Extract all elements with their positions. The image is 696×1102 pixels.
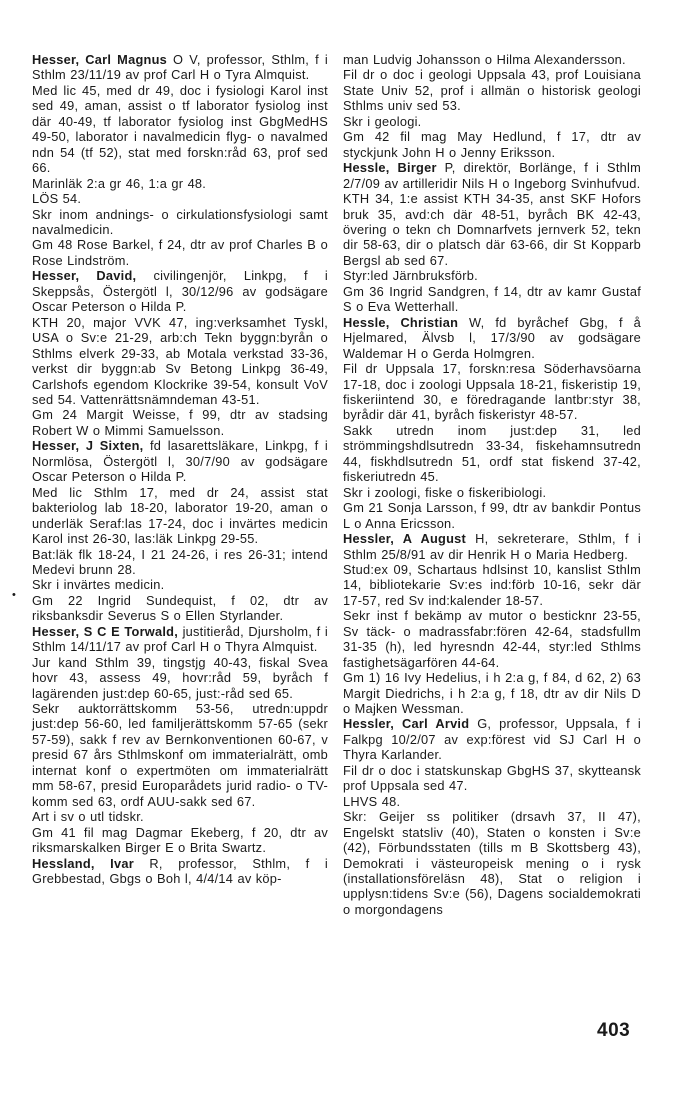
entry-text: LÖS 54. (32, 191, 82, 207)
entry-text: Bat:läk flk 18-24, I 21 24-26, i res 26-31; intend Medevi brunn 28. (32, 546, 328, 577)
entry-text: Fil dr Uppsala 17, forskn:resa Söderhavsöarna 17-18, doc i zoologi Uppsala 18-21, fiskeristip 19, fiskeriintend 30, e föredragande lantbr:styr 38, byrådir där 41, byråch fiskeristyr 48-57. (343, 361, 641, 423)
entry-heading-paragraph (343, 315, 641, 361)
margin-mark: • (12, 589, 16, 601)
entry-text: Gm 22 Ingrid Sundequist, f 02, dtr av riksbanksdir Severus S o Ellen Styrlander. (32, 592, 328, 624)
entry-paragraph (343, 52, 641, 67)
entry-text: Art i sv o utl tidskr. (32, 809, 144, 825)
entry-text: Skr: Geijer ss politiker (drsavh 37, II 47), Engelskt statsliv (40), Staten o konsten i Sv:e (42), Förbundsstaten (tills m B Skottsberg 43), Demokrati i västeuropeisk mening o i rysk (installationsföreläsn 48), Stat o religion i upplysn:tidens Sv:e (56), Dagens socialdemokrati o morgondagens (343, 809, 641, 917)
entry-paragraph (32, 407, 328, 438)
entry-heading-paragraph (32, 268, 328, 314)
page-number: 403 (597, 1020, 631, 1041)
entry-paragraph (32, 315, 328, 408)
entry-paragraph (343, 114, 641, 129)
entry-paragraph (32, 207, 328, 238)
entry-paragraph (343, 608, 641, 670)
entry-text: Skr i geologi. (343, 113, 422, 129)
entry-text: KTH 34, 1:e assist KTH 34-35, anst SKF Hofors bruk 35, avd:ch där 48-51, byråch BK 42-43, övering o tekn ch Domnarfvets jernverk 52, tekn dir 58-63, dir o platsch där 63-66, dir St Kopparb Bergsl ab sed 67. (343, 191, 641, 268)
entry-text: Fil dr o doc i geologi Uppsala 43, prof Louisiana State Univ 52, prof i allmän o historisk geologi Sthlms univ sed 53. (343, 67, 641, 114)
entry-paragraph (32, 577, 328, 592)
entry-heading-paragraph (32, 624, 328, 655)
entry-paragraph (343, 485, 641, 500)
entry-text: G, professor, Uppsala, f i Falkpg 10/2/07 av exp:förest vid SJ Carl H o Thyra Karlander. (343, 716, 641, 763)
entry-paragraph (343, 361, 641, 423)
entry-name: Hesser, Carl Magnus (32, 52, 168, 67)
entry-name: Hesser, S C E Torwald, (32, 623, 179, 639)
entry-heading-paragraph (343, 716, 641, 762)
entry-text: Skr i zoologi, fiske o fiskeribiologi. (343, 484, 547, 500)
entry-paragraph (343, 268, 641, 283)
entry-paragraph (32, 485, 328, 547)
entry-text: Fil dr o doc i statskunskap GbgHS 37, skytteansk prof Uppsala sed 47. (343, 762, 641, 794)
entry-name: Hessle, Christian (343, 314, 459, 330)
entry-name: Hessland, Ivar (32, 855, 134, 871)
entry-paragraph (32, 825, 328, 856)
entry-name: Hessle, Birger (343, 160, 437, 176)
right-column (343, 52, 641, 917)
entry-paragraph (343, 562, 641, 608)
entry-text: R, professor, Sthlm, f i Grebbestad, Gbgs o Boh l, 4/4/14 av köp- (32, 855, 328, 887)
entry-text: civilingenjör, Linkpg, f i Skeppsås, Östergötl l, 30/12/96 av godsägare Oscar Peterson o Hilda P. (32, 268, 329, 315)
entry-paragraph (32, 237, 328, 268)
entry-paragraph (32, 655, 328, 701)
entry-paragraph (343, 809, 641, 917)
entry-text: LHVS 48. (343, 793, 401, 809)
entry-paragraph (343, 129, 641, 160)
entry-text: Gm 42 fil mag May Hedlund, f 17, dtr av styckjunk John H o Jenny Eriksson. (343, 129, 641, 160)
entry-text: fd lasarettsläkare, Linkpg, f i Normlösa, Östergötl l, 30/7/90 av godsägare Oscar Peterson o Hilda P. (32, 438, 328, 485)
entry-text: Gm 24 Margit Weisse, f 99, dtr av stadsing Robert W o Mimmi Samuelsson. (32, 407, 328, 438)
entry-heading-paragraph (343, 160, 641, 191)
entry-heading-paragraph (343, 531, 641, 562)
entry-heading-paragraph (32, 438, 328, 484)
entry-text: Med lic 45, med dr 49, doc i fysiologi Karol inst sed 49, aman, assist o tf laborator fysiolog inst där 40-49, tf laborator fysiolog inst GbgMedHS 49-50, laborator i navalmedicin flyg- o navalmed ndn 54 (tf 52), stat med forskn:råd 63, prof sed 66. (32, 82, 328, 176)
entry-paragraph (32, 176, 328, 191)
entry-text: Med lic Sthlm 17, med dr 24, assist stat bakteriolog lab 18-20, laborator 19-20, aman o underläk Seraf:las 17-24, doc i invärtes medicin Karol inst 26-30, las:läk Linkpg 29-55. (32, 484, 328, 547)
entry-text: Sekr auktorrättskomm 53-56, utredn:uppdr just:dep 56-60, led familjerättskomm 57-65 (sekr 57-59), sakk f rev av Bernkonventionen 60-67, v presid 67 års Sthlmskonf om immaterialrätt, omb internat konf o expertmöten om immaterialrätt mm 58-67, presid Europarådets jurid radio- o TV-komm sed 63, ordf AUU-sakk sed 67. (32, 701, 328, 809)
entry-paragraph (32, 593, 328, 624)
entry-text: Styr:led Järnbruksförb. (343, 268, 478, 284)
entry-text: Skr i invärtes medicin. (32, 577, 165, 593)
entry-text: Jur kand Sthlm 39, tingstjg 40-43, fiskal Svea hovr 43, assess 49, hovr:råd 59, byråch f lagärenden just:dep 60-65, just:-råd sed 65. (32, 654, 328, 701)
entry-text: Gm 36 Ingrid Sandgren, f 14, dtr av kamr Gustaf S o Eva Wetterhall. (343, 283, 641, 315)
entry-text: Gm 48 Rose Barkel, f 24, dtr av prof Charles B o Rose Lindström. (32, 237, 328, 268)
entry-paragraph (343, 500, 641, 531)
entry-text: P, direktör, Borlänge, f i Sthlm 2/7/09 av artilleridir Nils H o Ingeborg Svinhufvud. (343, 160, 641, 191)
entry-text: O V, professor, Sthlm, f i Sthlm 23/11/19 av prof Carl H o Tyra Almquist. (32, 52, 329, 83)
entry-paragraph (343, 763, 641, 794)
left-column (32, 52, 328, 886)
entry-name: Hessler, A August (343, 531, 467, 547)
entry-name: Hesser, David, (32, 268, 137, 284)
entry-text: man Ludvig Johansson o Hilma Alexandersson. (343, 52, 626, 67)
entry-paragraph (343, 423, 641, 485)
entry-text: Marinläk 2:a gr 46, 1:a gr 48. (32, 175, 207, 191)
entry-paragraph (343, 67, 641, 113)
entry-paragraph (343, 284, 641, 315)
entry-name: Hesser, J Sixten, (32, 438, 144, 454)
entry-paragraph (32, 701, 328, 809)
entry-text: H, sekreterare, Sthlm, f i Sthlm 25/8/91 av dir Henrik H o Maria Hedberg. (343, 531, 642, 562)
entry-text: W, fd byråchef Gbg, f å Hjelmared, Älvsb l, 17/3/90 av godsägare Waldemar H o Gerda Holmgren. (343, 314, 641, 361)
entry-paragraph (32, 191, 328, 206)
entry-paragraph (343, 670, 641, 716)
entry-heading-paragraph (32, 856, 328, 887)
entry-text: Sekr inst f bekämp av mutor o besticknr 23-55, Sv täck- o madrassfabr:fören 42-64, stadsfullm 31-35 (h), led hyresndn 42-44, styr:led Sthlms fastighetsägarfören 44-64. (343, 608, 641, 670)
entry-text: Skr inom andnings- o cirkulationsfysiologi samt navalmedicin. (32, 206, 328, 237)
entry-text: KTH 20, major VVK 47, ing:verksamhet Tyskl, USA o Sv:e 21-29, arb:ch Tekn byggn:byrån o Sthlms elverk 29-33, ab Motala verkstad 33-36, verkst dir byggn:ab Sv Betong Linkpg 36-49, Carlshofs egendom Klockrike 39-54, konsult VoV sed 54. Vattenrättsnämndeman 43-51. (32, 314, 328, 407)
entry-paragraph (343, 191, 641, 268)
entry-paragraph (343, 794, 641, 809)
entry-text: Sakk utredn inom just:dep 31, led strömmingshdlsutredn 33-34, fiskehamnsutredn 44, fiskhdlsutredn 51, ordf stat fiskend 37-42, fiskeriutredn 45. (343, 422, 641, 485)
entry-text: Gm 1) 16 Ivy Hedelius, i h 2:a g, f 84, d 62, 2) 63 Margit Diedrichs, i h 2:a g, f 18, dtr av dir Nils D o Majken Wessman. (343, 670, 641, 717)
entry-heading-paragraph (32, 52, 328, 83)
entry-text: justitieråd, Djursholm, f i Sthlm 14/11/17 av prof Carl H o Thyra Almquist. (32, 623, 328, 655)
entry-text: Gm 41 fil mag Dagmar Ekeberg, f 20, dtr av riksmarskalken Birger E o Brita Swartz. (32, 824, 328, 856)
entry-paragraph (32, 809, 328, 824)
entry-name: Hessler, Carl Arvid (343, 716, 470, 732)
entry-text: Stud:ex 09, Schartaus hdlsinst 10, kanslist Sthlm 14, bibliotekarie Sv:es ind:förb 10-16, sekr där 17-57, red Sv ind:kalender 18-57. (343, 561, 641, 608)
entry-paragraph (32, 83, 328, 176)
entry-paragraph (32, 547, 328, 578)
entry-text: Gm 21 Sonja Larsson, f 99, dtr av bankdir Pontus L o Anna Ericsson. (343, 500, 641, 531)
